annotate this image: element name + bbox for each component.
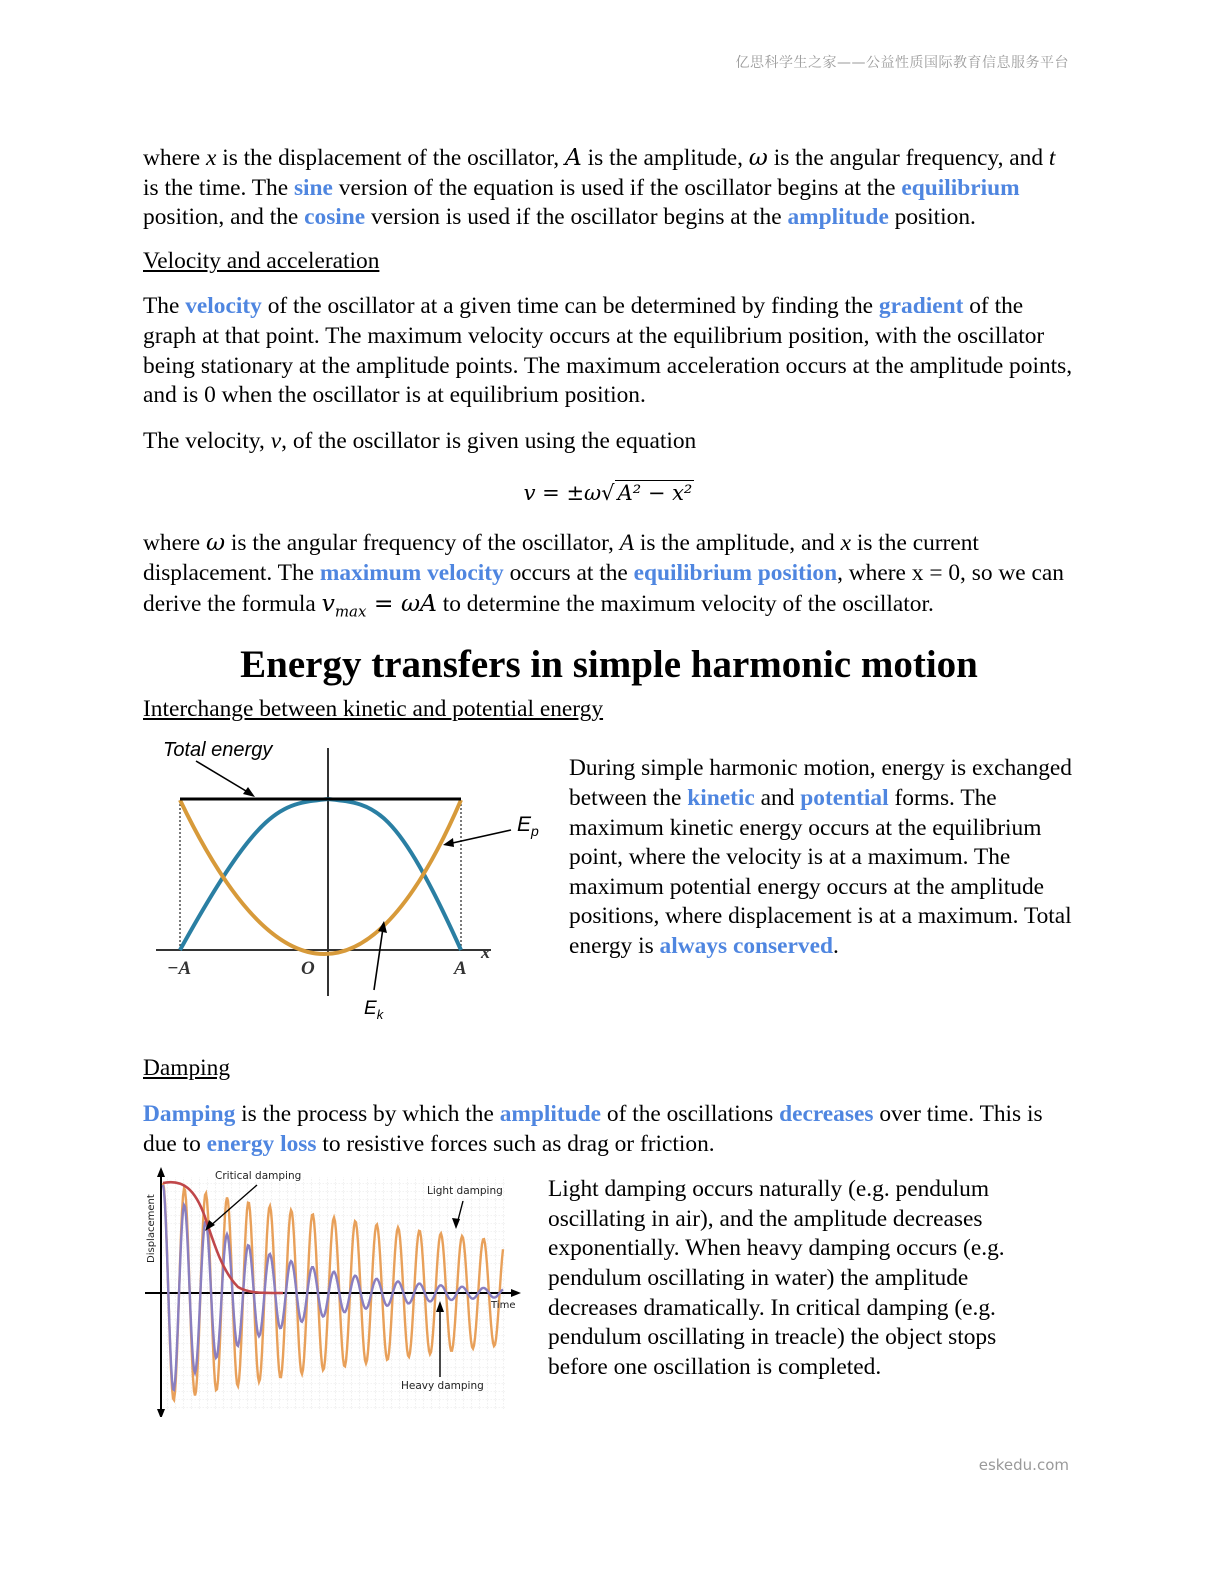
term-kinetic: kinetic: [687, 784, 755, 811]
heavy-damping-label: Heavy damping: [401, 1380, 484, 1393]
paragraph-energy-interchange: During simple harmonic motion, energy is exchanged between the kinetic and potential forms. The maximum kinetic energy occurs at the equilibrium point, where the velocity is at a maximum. The maximum potential energy occurs at the amplitude positions, where displacement is at a maximum. Total energy is always conserved.: [569, 755, 1073, 959]
critical-damping-label: Critical damping: [215, 1170, 302, 1183]
paragraph-damping: Damping is the process by which the amplitude of the oscillations decreases over time. This is due to energy loss to resistive forces such as drag or friction.: [143, 1100, 1043, 1157]
term-amplitude: amplitude: [787, 204, 889, 231]
paragraph-damping-types: Light damping occurs naturally (e.g. pendulum oscillating in air), and the amplitude decreases exponentially. When heavy damping occurs (e.g. pendulum oscillating in water) the amplitude decreases dramatically. In critical damping (e.g. pendulum oscillating in treacle) the object stops before one oscillation is completed.: [548, 1176, 1005, 1380]
term-velocity: velocity: [185, 293, 262, 320]
velocity-equation: v = ±ω√ A² − x²: [523, 481, 693, 506]
term-gradient: gradient: [878, 293, 964, 320]
a-label: A: [454, 958, 467, 980]
section-title-energy: Energy transfers in simple harmonic motion: [240, 642, 978, 686]
page-header: 亿思科学生之家——公益性质国际教育信息服务平台: [735, 55, 1069, 71]
potential-energy-curve: [180, 800, 461, 954]
ep-label: $E_p$: [517, 813, 539, 840]
time-axis-label: Time: [491, 1300, 516, 1312]
damping-section: [143, 1167, 1075, 1427]
paragraph-velocity: The velocity of the oscillator at a given time can be determined by finding the gradient of the graph at that point. The maximum velocity occurs at the equilibrium position, with the oscillator being stationary at the amplitude points. The maximum acceleration occurs at the amplitude points, and is 0 when the oscillator is at equilibrium position.: [143, 293, 1073, 409]
paragraph-max-velocity: where ω is the angular frequency of the oscillator, A is the amplitude, and x is the current displacement. The maximum velocity occurs at the equilibrium position, where x = 0, so we can derive the formula $v_{max} = \omega A$ to determine the maximum velocity of the oscillator.: [143, 528, 1064, 621]
term-maximum-velocity: maximum velocity: [319, 559, 504, 586]
term-sine: sine: [293, 174, 333, 201]
light-damping-label: Light damping: [427, 1185, 503, 1198]
page-footer: eskedu.com: [978, 1456, 1069, 1474]
term-always-conserved: always conserved: [659, 932, 833, 959]
term-potential: potential: [800, 784, 889, 811]
subheading-damping: Damping: [143, 1055, 231, 1082]
subheading-interchange: Interchange between kinetic and potential energy: [143, 695, 604, 722]
paragraph-velocity-equation-intro: The velocity, v, of the oscillator is given using the equation: [143, 427, 697, 454]
term-equilibrium: equilibrium: [901, 174, 1020, 201]
subheading-velocity: Velocity and acceleration: [143, 247, 380, 274]
ek-label: $E_k$: [364, 998, 384, 1023]
total-energy-label: Total energy: [163, 739, 273, 762]
damping-graph: [143, 1167, 523, 1417]
energy-section: [143, 724, 1075, 1054]
minus-a-label: −A: [167, 958, 192, 980]
term-decreases: decreases: [779, 1100, 874, 1127]
term-energy-loss: energy loss: [206, 1130, 317, 1157]
page-content: [143, 143, 1075, 1427]
term-cosine: cosine: [304, 204, 366, 231]
term-damping: Damping: [143, 1100, 236, 1127]
term-amplitude-2: amplitude: [499, 1100, 602, 1127]
energy-graph: [151, 728, 551, 1028]
paragraph-equation-terms: where x is the displacement of the oscillator, A is the amplitude, ω is the angular frequency, and t is the time. The sine version of the equation is used if the oscillator begins at the equilibrium position, and the cosine version is used if the oscillator begins at the amplitude position.: [143, 143, 1056, 231]
x-axis-label: x: [481, 942, 490, 963]
origin-label: O: [301, 958, 315, 980]
displacement-axis-label: Displacement: [146, 1194, 157, 1264]
term-equilibrium-position: equilibrium position: [633, 559, 838, 586]
